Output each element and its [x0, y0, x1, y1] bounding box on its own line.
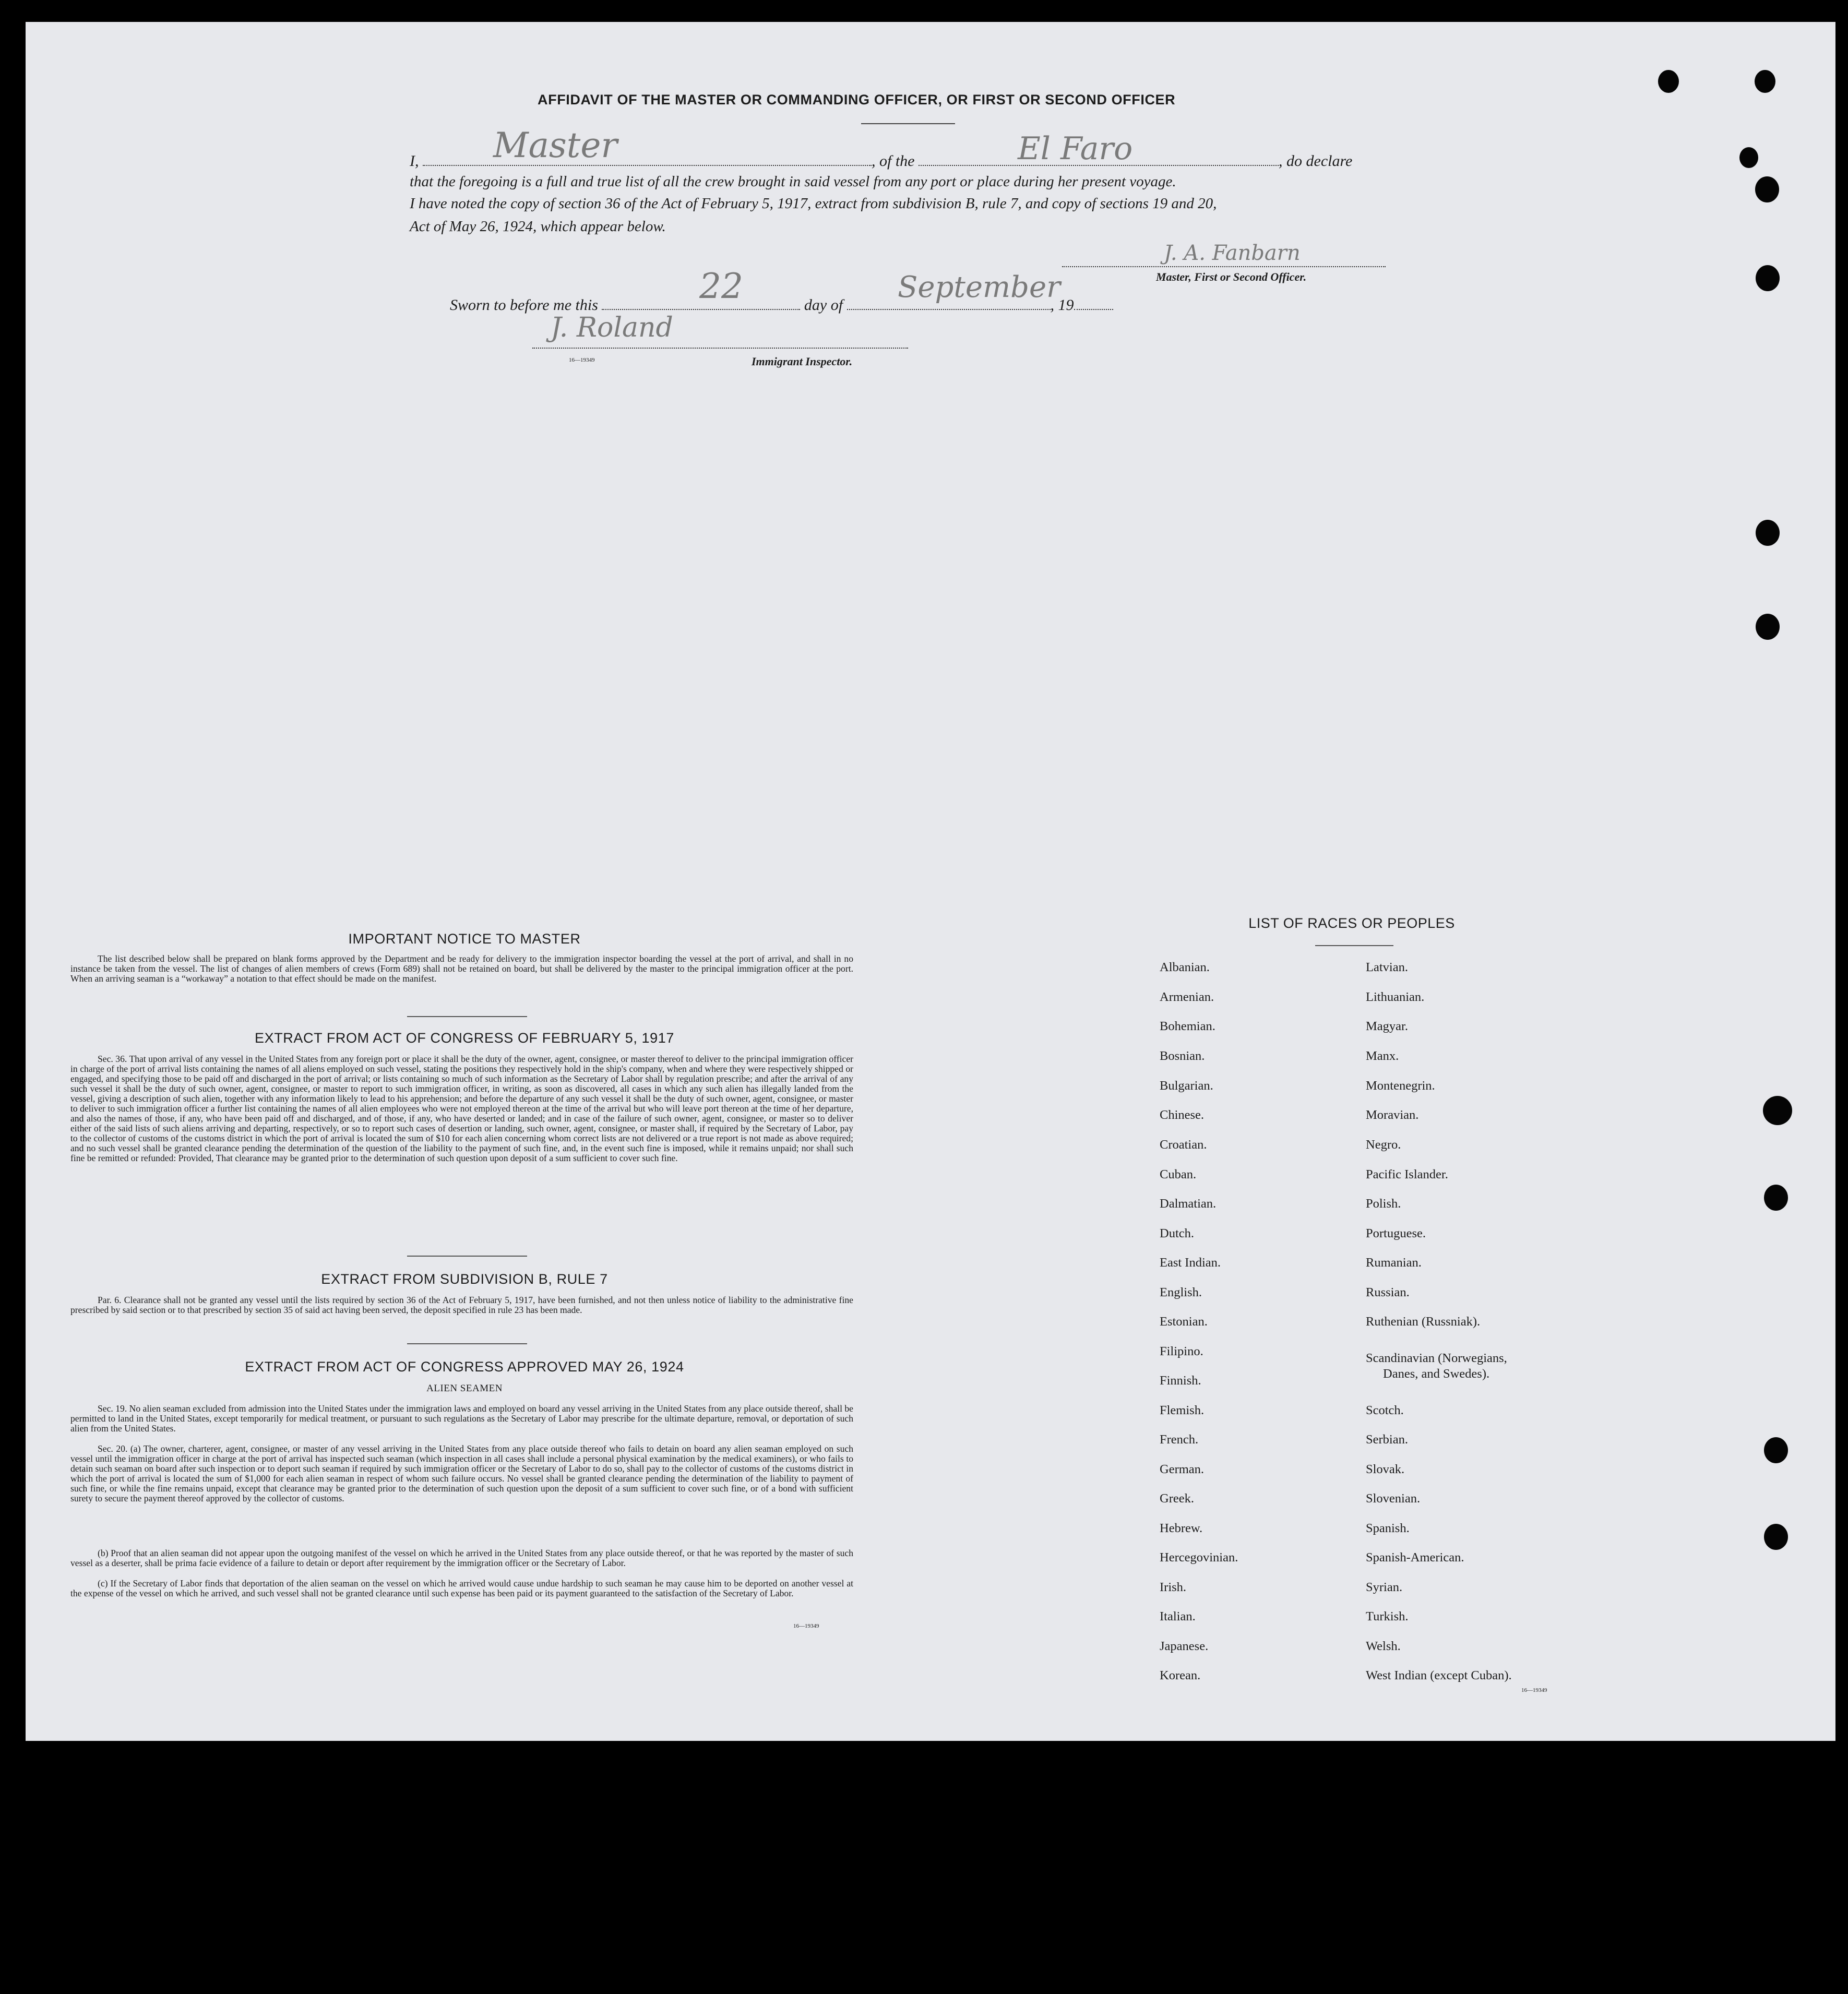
- race-left-item: Chinese.: [1160, 1108, 1205, 1122]
- punch-hole: [1764, 1185, 1788, 1211]
- punch-hole: [1764, 1524, 1788, 1550]
- race-right-item: Syrian.: [1366, 1580, 1403, 1594]
- race-right-item: Polish.: [1366, 1197, 1401, 1211]
- sec20c-text: (c) If the Secretary of Labor finds that deportation of the alien seaman on the vessel on which he arrived would cause undue hardship to such seaman he may cause him to be deported on another vessel at the expense of the vessel on which he arrived, and such vessel shall not be granted clearance until such expense has been paid or its payment guaranteed to the satisfaction of the Secretary of Labor.: [70, 1579, 853, 1598]
- punch-hole: [1756, 520, 1780, 546]
- extract-form-number: 16—19349: [793, 1623, 819, 1629]
- race-left-item: Dalmatian.: [1160, 1197, 1217, 1211]
- punch-hole: [1756, 614, 1780, 640]
- section-divider: [407, 1016, 527, 1017]
- declaration-of-the: , of the: [872, 152, 915, 170]
- race-left-item: Filipino.: [1160, 1344, 1203, 1358]
- day-of-label: day of: [804, 296, 843, 314]
- sworn-prefix: Sworn to before me this: [450, 296, 598, 314]
- inspector-signature-line[interactable]: [532, 348, 908, 349]
- inspector-label: Immigrant Inspector.: [752, 355, 853, 368]
- sec20b-text: (b) Proof that an alien seaman did not appear upon the outgoing manifest of the vessel on which he arrived in the United States from any place outside thereof, or that he was reported by the master of such vessel as a deserter, shall be prima facie evidence of a failure to detain or deport after requirement by the immigration officer or the Secretary of Labor.: [70, 1548, 853, 1568]
- race-right-item: Portuguese.: [1366, 1226, 1426, 1240]
- race-right-item: Serbian.: [1366, 1432, 1408, 1447]
- sworn-line: [450, 295, 1113, 314]
- races-divider: [1315, 945, 1393, 946]
- race-right-item: Montenegrin.: [1366, 1079, 1435, 1093]
- race-left-item: German.: [1160, 1462, 1205, 1476]
- races-form-number: 16—19349: [1521, 1687, 1547, 1693]
- notice-title: IMPORTANT NOTICE TO MASTER: [348, 931, 581, 947]
- race-left-item: French.: [1160, 1432, 1199, 1447]
- race-right-item: Russian.: [1366, 1285, 1410, 1299]
- race-left-item: Irish.: [1160, 1580, 1187, 1594]
- punch-hole: [1763, 1096, 1792, 1125]
- year-field[interactable]: [1074, 295, 1113, 310]
- race-right-item: Scotch.: [1366, 1403, 1404, 1417]
- race-left-item: Albanian.: [1160, 960, 1210, 974]
- race-right-item: Scandinavian (Norwegians,: [1366, 1351, 1507, 1365]
- month-field[interactable]: [847, 295, 1051, 310]
- race-left-item: Greek.: [1160, 1491, 1194, 1506]
- officer-label: Master, First or Second Officer.: [1156, 270, 1307, 283]
- name-field[interactable]: [423, 151, 872, 166]
- extract-1917-title: EXTRACT FROM ACT OF CONGRESS OF FEBRUARY 5, 1917: [255, 1030, 674, 1046]
- race-right-item: Magyar.: [1366, 1019, 1408, 1033]
- race-right-item: Moravian.: [1366, 1108, 1419, 1122]
- section-divider: [407, 1343, 527, 1344]
- race-right-item: West Indian (except Cuban).: [1366, 1668, 1512, 1682]
- races-title: LIST OF RACES OR PEOPLES: [1248, 915, 1455, 931]
- sec19-text: Sec. 19. No alien seaman excluded from admission into the United States under the immigration laws and employed on board any vessel arriving in the United States from any place outside thereof, shall be permitted to land in the United States, except temporarily for medical treatment, or pursuant to such regulations as the Secretary of Labor may prescribe for the ultimate departure, removal, or deportation of such alien from the United States.: [70, 1404, 853, 1434]
- race-left-item: East Indian.: [1160, 1256, 1221, 1270]
- race-left-item: Japanese.: [1160, 1639, 1209, 1653]
- officer-signature-line[interactable]: [1062, 266, 1386, 267]
- punch-hole: [1755, 70, 1775, 93]
- race-left-item: Bohemian.: [1160, 1019, 1215, 1033]
- race-right-item: Latvian.: [1366, 960, 1408, 974]
- handwritten-month: September: [898, 270, 1060, 304]
- affidavit-title: AFFIDAVIT OF THE MASTER OR COMMANDING OFFICER, OR FIRST OR SECOND OFFICER: [538, 92, 1176, 108]
- declaration-line-4: Act of May 26, 1924, which appear below.: [410, 218, 666, 235]
- race-right-item: Rumanian.: [1366, 1256, 1422, 1270]
- race-left-item: Italian.: [1160, 1609, 1196, 1623]
- race-left-item: Bulgarian.: [1160, 1079, 1213, 1093]
- title-underline: [861, 123, 955, 124]
- handwritten-day: 22: [699, 266, 743, 306]
- extract-1917-text: Sec. 36. That upon arrival of any vessel in the United States from any foreign port or place it shall be the duty of the owner, agent, consignee, or master thereof to deliver to the principal immigration officer in charge of the port of arrival lists containing the names of all aliens employed on such vessel, stating the positions they respectively hold in the ship's company, when and where they were respectively shipped or engaged, and specifying those to be paid off and discharged in the port of arrival; or lists containing so much of such information as the Secretary of Labor shall by regulation prescribe; and after the arrival of any such vessel it shall be the duty of such owner, agent, consignee, or master to report to such immigration officer, in writing, as soon as discovered, all cases in which any such alien has illegally landed from the vessel, giving a description of such alien, together with any information likely to lead to his apprehension; and before the departure of any such vessel it shall be the duty of such owner, agent, consignee, or master to deliver to such immigration officer a further list containing the names of all alien employees who were not employed thereon at the time of the arrival but who will leave port thereon at the time of her departure, and also the names of those, if any, who have been paid off and discharged, and of those, if any, who have deserted or landed; and in case of the failure of such owner, agent, consignee, or master so to deliver either of the said lists of such aliens arriving and departing, respectively, or so to report such cases of desertion or landing, such owner, agent, consignee, or master shall, if required by the Secretary of Labor, pay to the collector of customs of the customs district in which the port of arrival is located the sum of $10 for each alien concerning whom correct lists are not delivered or a true report is not made as above required; and no such vessel shall be granted clearance pending the determination of the question of the liability to the payment of such fine, and, in the event such fine is imposed, while it remains unpaid; nor shall such fine be remitted or refunded: Provided, That clearance may be granted prior to the determination of such question upon deposit of a sum sufficient to cover such fine.: [70, 1054, 853, 1163]
- race-right-item: Danes, and Swedes).: [1383, 1367, 1490, 1381]
- race-right-item: Spanish.: [1366, 1521, 1410, 1535]
- sec20a-text: Sec. 20. (a) The owner, charterer, agent, consignee, or master of any vessel arriving in the United States from any place outside thereof who fails to detain on board any alien seaman employed on such vessel until the immigration officer in charge at the port of arrival has inspected such seaman (which inspection in all cases shall include a personal physical examination by the medical examiners), or who fails to detain such seaman on board after such inspection or to deport such seaman if required by such immigration officer or the Secretary of Labor to do so, shall pay to the collector of customs of the customs district in which the port of arrival is located the sum of $1,000 for each alien seaman in respect of whom such failure occurs. No vessel shall be granted clearance pending the determination of the liability to payment of such fine, or while the fine remains unpaid, except that clearance may be granted prior to the determination of such question upon the deposit of a sum sufficient to cover such fine, or of a bond with sufficient surety to secure the payment thereof approved by the collector of customs.: [70, 1444, 853, 1503]
- race-left-item: Finnish.: [1160, 1374, 1201, 1388]
- race-left-item: English.: [1160, 1285, 1202, 1299]
- extract-1924-title: EXTRACT FROM ACT OF CONGRESS APPROVED MAY 26, 1924: [245, 1359, 684, 1375]
- race-right-item: Slovenian.: [1366, 1491, 1421, 1506]
- race-right-item: Ruthenian (Russniak).: [1366, 1315, 1481, 1329]
- rule7-title: EXTRACT FROM SUBDIVISION B, RULE 7: [321, 1271, 608, 1287]
- race-right-item: Welsh.: [1366, 1639, 1401, 1653]
- race-right-item: Pacific Islander.: [1366, 1167, 1448, 1181]
- handwritten-inspector-signature: J. Roland: [551, 312, 673, 343]
- race-left-item: Cuban.: [1160, 1167, 1197, 1181]
- punch-hole: [1756, 265, 1780, 291]
- race-left-item: Dutch.: [1160, 1226, 1194, 1240]
- punch-hole: [1739, 147, 1758, 168]
- race-left-item: Armenian.: [1160, 990, 1214, 1004]
- day-field[interactable]: [602, 295, 800, 310]
- affidavit-form-number: 16—19349: [569, 357, 595, 363]
- punch-hole: [1658, 70, 1679, 93]
- section-divider: [407, 1256, 527, 1257]
- punch-hole: [1764, 1437, 1788, 1463]
- punch-hole: [1755, 176, 1779, 202]
- declaration-line-3: I have noted the copy of section 36 of the Act of February 5, 1917, extract from subdivision B, rule 7, and copy of sections 19 and 20,: [410, 195, 1217, 212]
- declaration-i: I,: [410, 152, 419, 170]
- notice-text: The list described below shall be prepared on blank forms approved by the Department and be ready for delivery to the immigration inspector boarding the vessel at the port of arrival, and shall in no instance be taken from the vessel. The list of changes of alien members of crews (Form 689) shall not be retained on board, but shall be delivered by the master to the principal immigration officer at the port. When an arriving seaman is a “workaway” a notation to that effect should be made on the manifest.: [70, 954, 853, 984]
- alien-seamen-subtitle: ALIEN SEAMEN: [426, 1383, 503, 1394]
- rule7-text: Par. 6. Clearance shall not be granted any vessel until the lists required by section 36 of the Act of February 5, 1917, have been furnished, and not then unless notice of liability to the administrative fine prescribed by said section or to that prescribed by section 35 of said act having been served, the deposit specified in rule 23 has been made.: [70, 1295, 853, 1315]
- race-left-item: Hercegovinian.: [1160, 1550, 1238, 1565]
- race-left-item: Flemish.: [1160, 1403, 1205, 1417]
- race-left-item: Hebrew.: [1160, 1521, 1203, 1535]
- race-left-item: Bosnian.: [1160, 1049, 1205, 1063]
- race-left-item: Korean.: [1160, 1668, 1201, 1682]
- race-right-item: Lithuanian.: [1366, 990, 1425, 1004]
- race-right-item: Negro.: [1366, 1138, 1401, 1152]
- handwritten-name: Master: [493, 125, 617, 165]
- declaration-line-2: that the foregoing is a full and true list of all the crew brought in said vessel from any port or place during her present voyage.: [410, 173, 1176, 190]
- race-right-item: Turkish.: [1366, 1609, 1409, 1623]
- handwritten-vessel: El Faro: [1018, 130, 1133, 167]
- declaration-end: , do declare: [1279, 152, 1353, 170]
- race-left-item: Estonian.: [1160, 1315, 1208, 1329]
- year-prefix: , 19: [1050, 296, 1074, 314]
- race-right-item: Slovak.: [1366, 1462, 1405, 1476]
- handwritten-officer-signature: J. A. Fanbarn: [1164, 241, 1301, 265]
- race-right-item: Manx.: [1366, 1049, 1399, 1063]
- race-left-item: Croatian.: [1160, 1138, 1207, 1152]
- race-right-item: Spanish-American.: [1366, 1550, 1464, 1565]
